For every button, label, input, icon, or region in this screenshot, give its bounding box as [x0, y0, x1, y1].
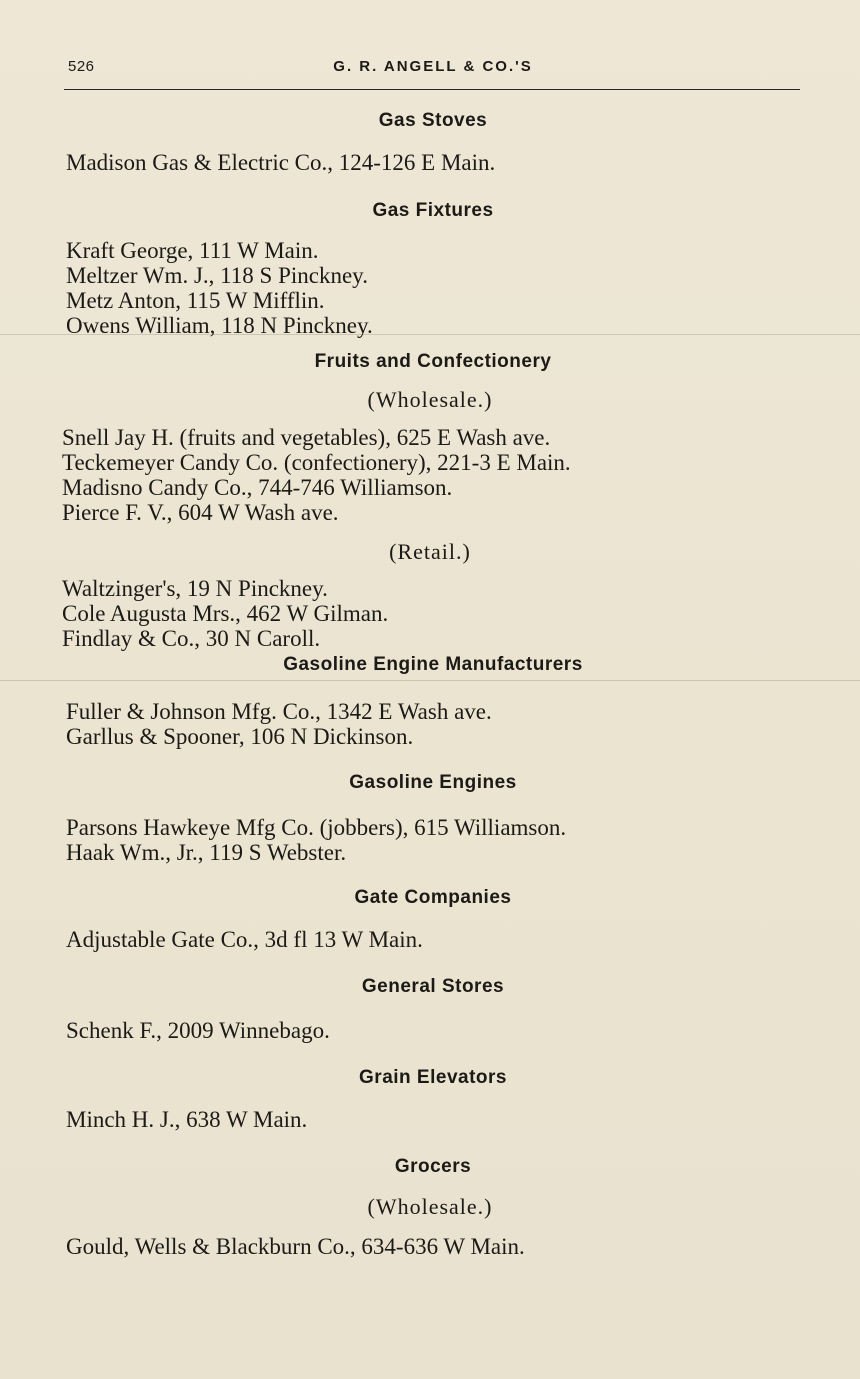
section-gate-companies [0, 887, 860, 952]
list-item: Parsons Hawkeye Mfg Co. (jobbers), 615 Williamson. [66, 815, 567, 840]
list-item: Teckemeyer Candy Co. (confectionery), 221-3 E Main. [62, 450, 571, 475]
page-number: 526 [68, 58, 95, 75]
subheading-retail: (Retail.) [389, 539, 471, 564]
list-item: Pierce F. V., 604 W Wash ave. [62, 500, 339, 525]
list-item: Snell Jay H. (fruits and vegetables), 625 E Wash ave. [62, 425, 551, 450]
list-item: Minch H. J., 638 W Main. [66, 1107, 308, 1132]
section-gas-fixtures [0, 200, 860, 338]
list-item: Madisno Candy Co., 744-746 Williamson. [62, 475, 453, 500]
list-item: Meltzer Wm. J., 118 S Pinckney. [66, 263, 368, 288]
section-heading: Grain Elevators [359, 1067, 507, 1088]
list-item: Madison Gas & Electric Co., 124-126 E Main. [66, 150, 496, 175]
running-head: G. R. ANGELL & CO.'S [333, 58, 533, 75]
page-content [0, 108, 860, 1259]
section-heading: Gasoline Engines [349, 772, 517, 793]
section-heading: Gasoline Engine Manufacturers [283, 654, 583, 675]
list-item: Kraft George, 111 W Main. [66, 238, 319, 263]
section-fruits-confectionery [0, 351, 860, 651]
section-general-stores [0, 976, 860, 1043]
section-gasoline-engines [0, 772, 860, 865]
page-header [68, 58, 798, 82]
section-grain-elevators [0, 1067, 860, 1132]
list-item: Findlay & Co., 30 N Caroll. [62, 626, 321, 651]
subheading-wholesale: (Wholesale.) [367, 387, 493, 412]
list-item: Adjustable Gate Co., 3d fl 13 W Main. [66, 927, 423, 952]
section-heading: Gas Stoves [378, 110, 488, 131]
section-heading: Gas Fixtures [372, 200, 494, 221]
list-item: Cole Augusta Mrs., 462 W Gilman. [62, 601, 389, 626]
list-item: Fuller & Johnson Mfg. Co., 1342 E Wash ave. [66, 699, 492, 724]
section-heading: General Stores [361, 976, 505, 997]
section-heading: Gate Companies [354, 887, 512, 908]
list-item: Waltzinger's, 19 N Pinckney. [62, 576, 328, 601]
list-item: Schenk F., 2009 Winnebago. [66, 1018, 330, 1043]
section-heading: Grocers [394, 1156, 472, 1177]
list-item: Garllus & Spooner, 106 N Dickinson. [66, 724, 414, 749]
section-heading: Fruits and Confectionery [314, 351, 552, 372]
section-grocers [0, 1156, 860, 1259]
list-item: Haak Wm., Jr., 119 S Webster. [66, 840, 347, 865]
list-item: Metz Anton, 115 W Mifflin. [66, 288, 325, 313]
list-item: Gould, Wells & Blackburn Co., 634-636 W Main. [66, 1234, 525, 1259]
subheading-wholesale: (Wholesale.) [367, 1194, 493, 1219]
section-gasoline-engine-manufacturers [0, 654, 860, 749]
section-gas-stoves [0, 110, 860, 175]
header-rule [64, 89, 800, 90]
list-item: Owens William, 118 N Pinckney. [66, 313, 373, 338]
